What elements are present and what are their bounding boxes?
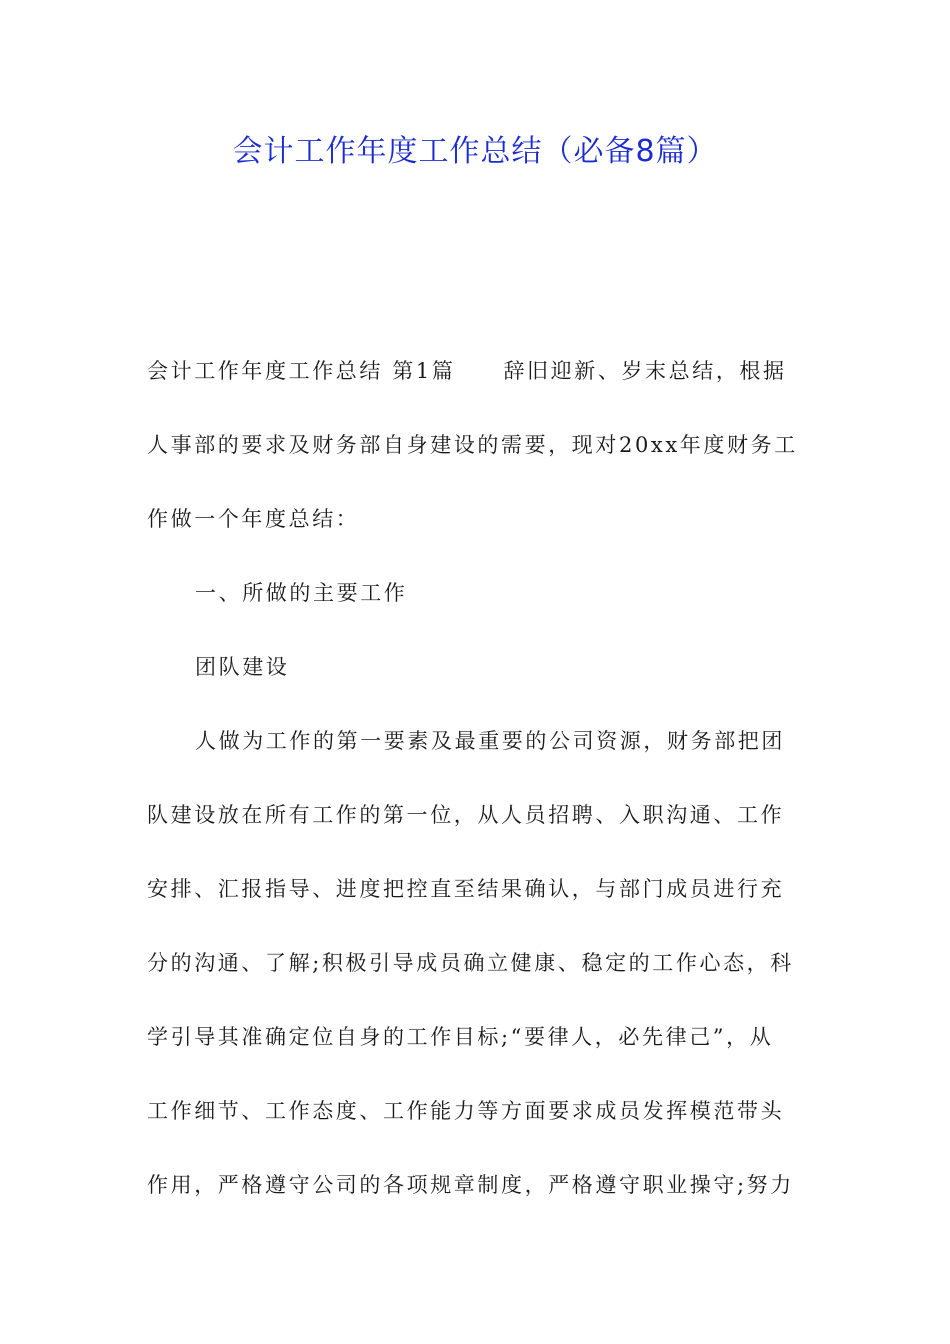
- intro-text-start: 辞旧迎新、岁末总结，根据: [503, 359, 787, 383]
- paragraph-line: 作用，严格遵守公司的各项规章制度，严格遵守职业操守;努力: [147, 1173, 794, 1197]
- intro-line-3: 作做一个年度总结：: [147, 507, 360, 531]
- paragraph-line: 人做为工作的第一要素及最重要的公司资源，财务部把团: [195, 729, 785, 753]
- paragraph-line: 工作细节、工作态度、工作能力等方面要求成员发挥模范带头: [147, 1099, 785, 1123]
- subsection-heading: 团队建设: [195, 655, 290, 679]
- paragraph-line: 队建设放在所有工作的第一位，从人员招聘、入职沟通、工作: [147, 803, 785, 827]
- intro-line-1: [147, 334, 807, 408]
- document-title: 会计工作年度工作总结（必备8篇）: [232, 134, 718, 169]
- paragraph-line: 安排、汇报指导、进度把控直至结果确认，与部门成员进行充: [147, 877, 785, 901]
- paragraph-line: 分的沟通、了解;积极引导成员确立健康、稳定的工作心态，科: [147, 951, 794, 975]
- intro-heading: 会计工作年度工作总结 第1篇: [147, 359, 456, 383]
- intro-line-2: 人事部的要求及财务部自身建设的需要，现对20xx年度财务工: [147, 433, 798, 457]
- document-body: [147, 334, 807, 1222]
- paragraph-line: 学引导其准确定位自身的工作目标;“要律人，必先律己”，从: [147, 1025, 774, 1049]
- section-heading: 一、所做的主要工作: [195, 581, 408, 605]
